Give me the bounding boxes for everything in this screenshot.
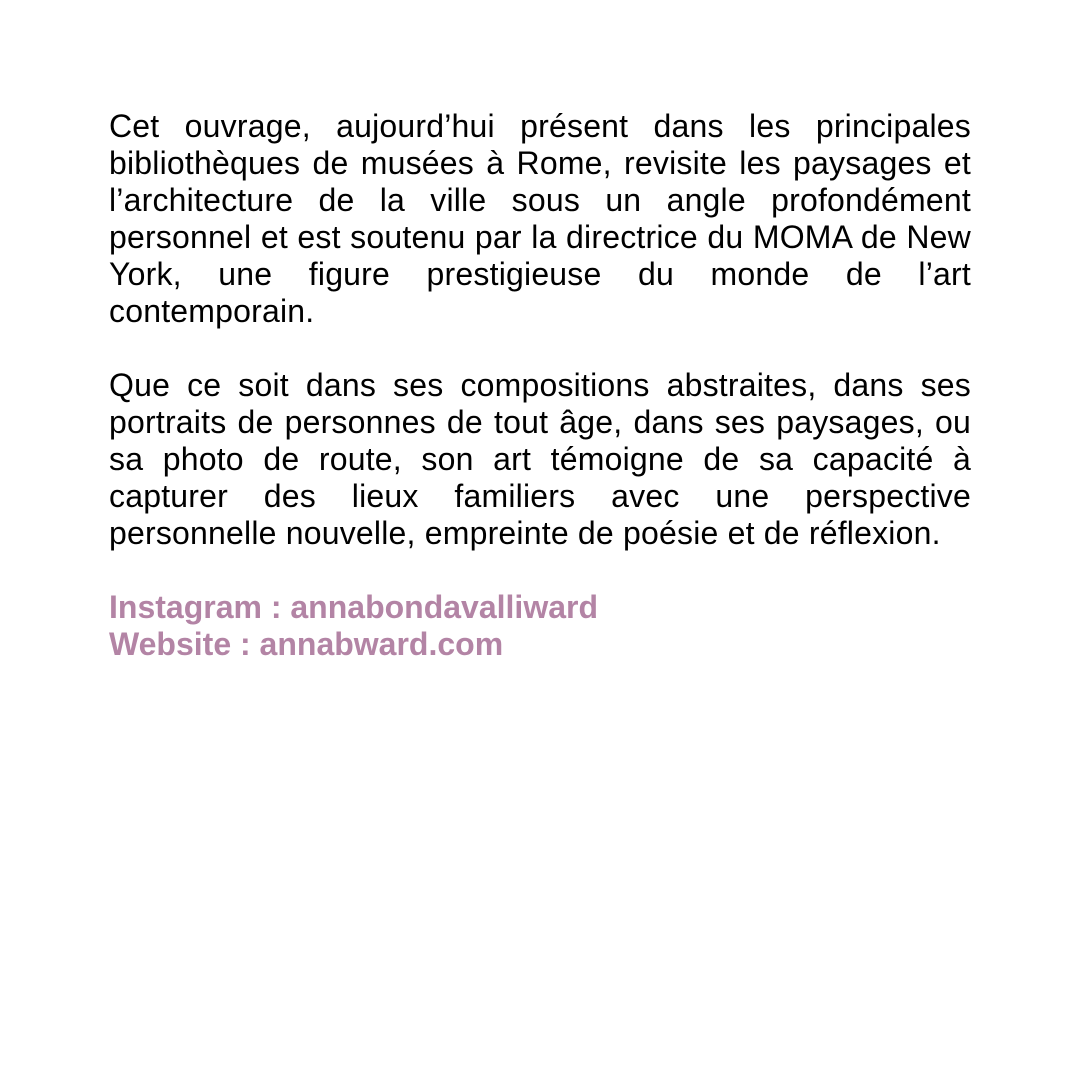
document-body [109,108,971,663]
instagram-link[interactable]: Instagram : annabondavalliward [109,589,598,625]
contact-links [109,589,971,663]
intro-paragraph: Cet ouvrage, aujourd’hui présent dans les principales bibliothèques de musées à Rome, revisite les paysages et l’architecture de la ville sous un angle profondément personnel et est soutenu par la directrice du MOMA de New York, une figure prestigieuse du monde de l’art contemporain. [109,108,971,329]
art-description-paragraph: Que ce soit dans ses compositions abstraites, dans ses portraits de personnes de tout âge, dans ses paysages, ou sa photo de route, son art témoigne de sa capacité à capturer des lieux familiers avec une perspective personnelle nouvelle, empreinte de poésie et de réflexion. [109,367,971,551]
website-link[interactable]: Website : annabward.com [109,626,504,662]
